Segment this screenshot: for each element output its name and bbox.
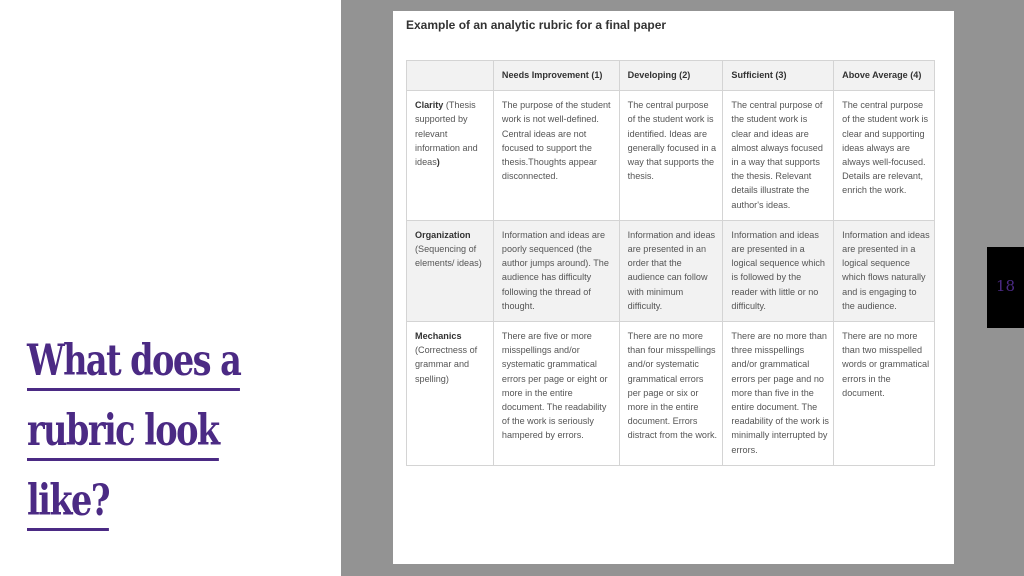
slide-title [27,326,261,536]
table-header-row [407,61,935,91]
header-developing: Developing (2) [619,61,723,91]
rubric-cell: Information and ideas are presented in a logical sequence which flows naturally and is engaging to the audience. [834,220,935,321]
criterion-name: Clarity [415,100,444,111]
header-sufficient: Sufficient (3) [723,61,834,91]
rubric-cell: Information and ideas are presented in a logical sequence which is followed by the reader with little or no difficulty. [723,220,834,321]
page-number-badge [987,247,1024,328]
table-row-organization [407,220,935,321]
page-number: 18 [995,277,1016,295]
rubric-cell: The purpose of the student work is not well-defined. Central ideas are not focused to support the thesis.Thoughts appear disconnected. [493,91,619,221]
rubric-document [393,11,954,564]
rubric-cell: The central purpose of the student work is clear and ideas are almost always focused in a way that supports the thesis. Relevant details illustrate the author's ideas. [723,91,834,221]
rubric-cell: There are five or more misspellings and/or systematic grammatical errors per page or eight or more in the entire document. The readability of the work is seriously hampered by errors. [493,322,619,466]
header-above-average: Above Average (4) [834,61,935,91]
slide-title-line-3: like? [27,476,109,531]
table-row-clarity [407,91,935,221]
slide-title-line-1: What does a [27,336,240,391]
rubric-cell: There are no more than three misspellings and/or grammatical errors per page and no more than five in the entire document. The readability of the work is minimally interrupted by errors. [723,322,834,466]
rubric-cell: There are no more than four misspellings and/or systematic grammatical errors per page or six or more in the entire document. Errors distract from the work. [619,322,723,466]
criterion-detail: (Thesis supported by relevant information and ideas [415,100,478,168]
rubric-cell: The central purpose of the student work is identified. Ideas are generally focused in a way that supports the thesis. [619,91,723,221]
criterion-cell [407,220,494,321]
criterion-detail: (Correctness of grammar and spelling) [415,345,478,384]
criterion-cell [407,322,494,466]
criterion-detail-close: ) [436,157,440,168]
criterion-cell [407,91,494,221]
document-title: Example of an analytic rubric for a final paper [406,18,667,32]
rubric-cell: There are no more than two misspelled words or grammatical errors in the document. [834,322,935,466]
rubric-cell: The central purpose of the student work is clear and supporting ideas always are always well-focused. Details are relevant, enrich the work. [834,91,935,221]
rubric-cell: Information and ideas are poorly sequenced (the author jumps around). The audience has difficulty following the thread of thought. [493,220,619,321]
header-criterion [407,61,494,91]
header-needs-improvement: Needs Improvement (1) [493,61,619,91]
criterion-detail: (Sequencing of elements/ ideas) [415,244,482,269]
table-row-mechanics [407,322,935,466]
criterion-name: Organization [415,229,471,240]
rubric-cell: Information and ideas are presented in an order that the audience can follow with minimum difficulty. [619,220,723,321]
rubric-table [406,60,935,466]
slide-title-line-2: rubric look [27,406,219,461]
criterion-name: Mechanics [415,331,462,342]
